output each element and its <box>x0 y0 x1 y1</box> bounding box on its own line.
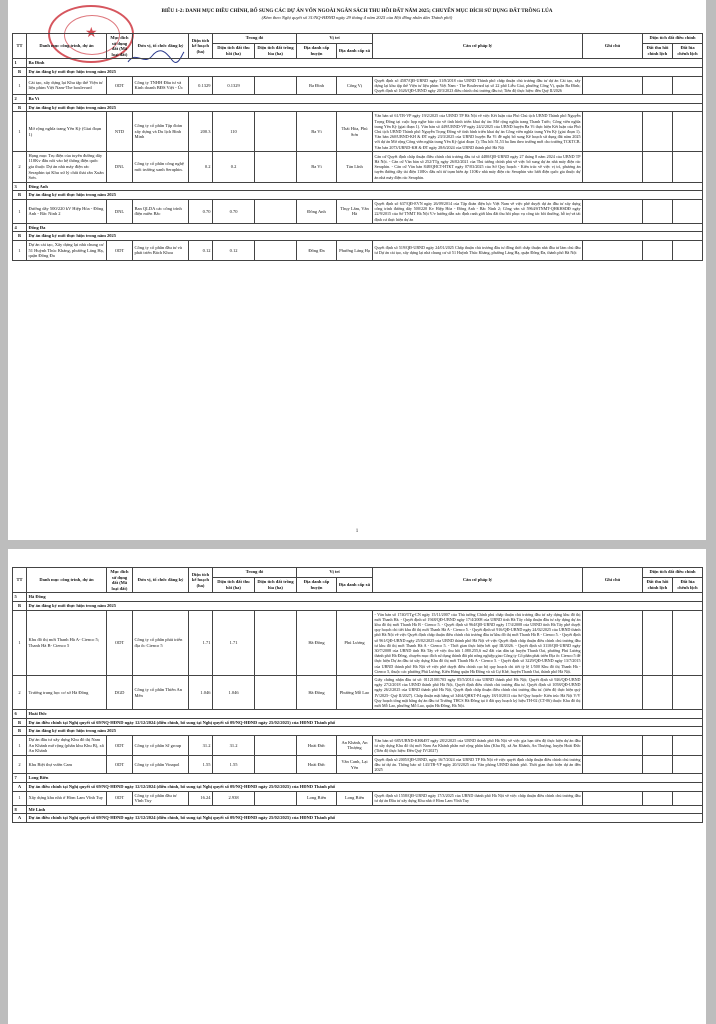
cell-tt: 2 <box>13 676 27 710</box>
cell-adj-rice <box>673 112 703 151</box>
table-row <box>13 199 703 223</box>
cell-name: Đường dây 500/220 kV Hiệp Hòa - Đông Anh - Bắc Ninh 2 <box>27 199 107 223</box>
cell-purpose: ODT <box>107 610 133 675</box>
cell-recovered: 1.046 <box>213 676 255 710</box>
col-adj-recovered: Đất thu hồi chỉnh lệch <box>643 43 673 59</box>
cell-name: Xây dựng khu nhà ở Hòm Lam Vĩnh Tuy <box>27 791 107 805</box>
cell-tt: 2 <box>13 95 27 104</box>
cell-org: Công ty cổ phần Vinapol <box>133 755 189 774</box>
cell-org: Công ty cổ phần phát triển địa ốc Cienco 5 <box>133 610 189 675</box>
cell-adj-recovered <box>643 112 673 151</box>
table-row <box>13 755 703 774</box>
col-name: Danh mục công trình, dự án <box>27 34 107 59</box>
cell-tt: 8 <box>13 805 27 814</box>
cell-district: Ba Vì <box>297 151 337 182</box>
cell-label: Hà Đông <box>27 593 703 602</box>
col-adj-recovered: Đất thu hồi chỉnh lệch <box>643 577 673 593</box>
cell-name: Cải tạo, xây dựng lại Khu tập thể Viện tư liệu phim Việt Nam-The boulevard <box>27 76 107 95</box>
cell-label: Long Biên <box>27 774 703 783</box>
stamp-star-icon: ★ <box>85 26 98 41</box>
cell-rice <box>255 240 297 260</box>
cell-note <box>583 755 643 774</box>
col-name: Danh mục công trình, dự án <box>27 568 107 593</box>
cell-adj-recovered <box>643 76 673 95</box>
cell-label: Dự án điều chỉnh tại Nghị quyết số 69/NQ-HĐND ngày 12/12/2024 (điều chỉnh, bổ sung tại Nghị quyết số 09/NQ-HĐND ngày 25/02/2025) của HĐND Thành phố <box>27 782 703 791</box>
cell-area: 0.12 <box>189 240 213 260</box>
cell-purpose: ODT <box>107 240 133 260</box>
cell-rice <box>255 199 297 223</box>
cell-area: 200.3 <box>189 112 213 151</box>
cell-area: 0.2 <box>189 151 213 182</box>
district-row <box>13 182 703 191</box>
group-row <box>13 782 703 791</box>
cell-tt: B <box>13 718 27 727</box>
col-tt: TT <box>13 34 27 59</box>
cell-label: Đống Đa <box>27 223 703 232</box>
cell-note <box>583 610 643 675</box>
col-org: Đơn vị, tổ chức đăng ký <box>133 568 189 593</box>
district-row <box>13 223 703 232</box>
cell-label: Đông Anh <box>27 182 703 191</box>
col-district: Địa danh cấp huyện <box>297 43 337 59</box>
cell-adj-recovered <box>643 610 673 675</box>
cell-tt: B <box>13 103 27 112</box>
col-commune: Địa danh cấp xã <box>337 43 373 59</box>
table-row <box>13 240 703 260</box>
col-rice: Diện tích đất trồng lúa (ha) <box>255 577 297 593</box>
cell-legal: Căn cứ Quyết định chấp thuận điều chỉnh chủ trương đầu tư số 4480/QĐ-UBND ngày 27 tháng 8 năm 2024 của UBND TP Hà Nội. - Căn cứ Văn bản số 252/TTg ngày 26/02/2021 của Thủ tướng chính phủ về việc bổ sung dự án nhà máy điện rác Seraphin. - Căn cứ Văn bản 848/QHCT-HTKT ngày 07/03/2025 của Sở Quy hoạch - Kiến trúc về việc vị trí, phương án tuyến đường dây tải điện 110Kv đấu nối từ trạm biến áp 110Kv nhà máy điện rác Seraphin vào lưới điện quốc gia thuộc dự án nhà máy điện rác Seraphin. <box>373 151 583 182</box>
cell-adj-recovered <box>643 676 673 710</box>
cell-name: Trường trung học cơ sở Hà Đông <box>27 676 107 710</box>
cell-tt: 1 <box>13 736 27 756</box>
cell-tt: B <box>13 601 27 610</box>
cell-district: Hà Đông <box>297 610 337 675</box>
col-note: Ghi chú <box>583 568 643 593</box>
cell-tt: 1 <box>13 59 27 68</box>
cell-rice <box>255 676 297 710</box>
cell-adj-recovered <box>643 755 673 774</box>
document-title: BIỂU 1-2: DANH MỤC ĐIỀU CHỈNH, BỔ SUNG CÁC DỰ ÁN VỐN NGOÀI NGÂN SÁCH THU HỒI ĐẤT NĂM 2025; CHUYỂN MỤC ĐÍCH SỬ DỤNG ĐẤT TRỒNG LÚA <box>161 8 553 14</box>
cell-commune: Tản Lĩnh <box>337 151 373 182</box>
project-table-page-1 <box>12 33 703 261</box>
cell-recovered: 31.2 <box>213 736 255 756</box>
cell-area: 0.1329 <box>189 76 213 95</box>
table-body-page-2 <box>13 593 703 823</box>
cell-tt: B <box>13 232 27 241</box>
cell-tt: 7 <box>13 774 27 783</box>
table-row <box>13 112 703 151</box>
col-location: Vị trí <box>297 568 373 578</box>
cell-org: Công ty cổ phần đầu tư Vĩnh Tuy <box>133 791 189 805</box>
cell-label: Dự án đăng ký mới thực hiện trong năm 2025 <box>27 191 703 200</box>
cell-label: Dự án đăng ký mới thực hiện trong năm 2025 <box>27 103 703 112</box>
table-row <box>13 791 703 805</box>
cell-recovered: 0.2 <box>213 151 255 182</box>
cell-district: Ba Vì <box>297 112 337 151</box>
cell-note <box>583 112 643 151</box>
cell-name: Dự án cải tạo, Xây dựng lại nhà chung cư 51 Huỳnh Thúc Kháng, phường Láng Hạ, quận Đống Đa <box>27 240 107 260</box>
cell-purpose: ODT <box>107 736 133 756</box>
cell-legal: Văn bản số 61/TB-VP ngày 19/2/2025 của UBND TP Hà Nội về việc Kết luận của Phó Chủ tịch UBND Thành phố Nguyễn Trọng Đông tại cuộc họp nghe báo cáo về tình hình triển khai dự án: Mở rộng nghĩa trang Thanh Tước; Công viên nghĩa trang Yên Kỳ (giai đoạn 1). Văn bản số 449/UBND-VP ngày 24/2/2025 của UBND huyện Ba Vì thực hiện Kết luận của Phó Chủ tịch UBND Thành phố Nguyễn Trọng Đông về tình hình triển khai dự án Công viên nghĩa trang Yên Kỳ (giai đoạn 1). Văn bản 260/UBND-KH & ĐT ngày 23/3/2025 của UBND huyện Ba Vì đề nghị bổ sung Kế hoạch sử dụng đất năm 2025 với dự án Mở rộng Công viên nghĩa trang Yên Kỳ (giai đoạn 1); Thu hồi 51,53 ha làm theo trường mới cho trường TCKTCB. Văn bản 2073/UBND-KH & ĐT ngày 28/6/2024 của UBND thành phố Hà Nội <box>374 113 581 150</box>
cell-legal: Quyết định số 4587/QĐ-UBND ngày 31/8/2018 của UBND Thành phố chấp thuận chủ trương đầu tư dự án Cải tạo, xây dựng lại khu tập thể Viện tư liệu phim Việt Nam - The Boulevard tại số 22 phố Liễu Giai, phường Cống Vị, quận Ba Đình; Quyết định số 1626/QĐ-UBND ngày 20/3/2023 điều chỉnh chủ trương đầu tư; Tiến độ thực hiện: đến Quý II/2026 <box>374 77 581 93</box>
table-row <box>13 151 703 182</box>
cell-tt: 4 <box>13 223 27 232</box>
cell-adj-recovered <box>643 240 673 260</box>
cell-rice <box>255 791 297 805</box>
document-page-1 <box>8 0 706 540</box>
group-row <box>13 814 703 823</box>
cell-label: Dự án đăng ký mới thực hiện trong năm 2025 <box>27 232 703 241</box>
col-purpose: Mục đích sử dụng đất (Mã loại đất) <box>107 34 133 59</box>
col-plan-area: Diện tích kế hoạch (ha) <box>189 34 213 59</box>
cell-tt: 3 <box>13 182 27 191</box>
cell-tt: 1 <box>13 240 27 260</box>
cell-purpose: ODT <box>107 755 133 774</box>
cell-legal: Quyết định số 519/QĐ-UBND ngày 24/01/2025 Chấp thuận chủ trương đầu tư đồng thời chấp thuận nhà đầu tư làm chủ đầu tư Dự án cải tạo, xây dựng lại nhà chung cư số 51 Huỳnh Thúc Kháng, phường Láng Hạ, quận Đống Đa, thành phố Hà Nội <box>373 240 583 260</box>
cell-adj-rice <box>673 791 703 805</box>
cell-name: Mở rộng nghĩa trang Yên Kỳ (Giai đoạn 1) <box>27 112 107 151</box>
table-row <box>13 736 703 756</box>
district-row <box>13 805 703 814</box>
document-page-2 <box>8 549 706 1024</box>
cell-recovered: 110 <box>213 112 255 151</box>
cell-adj-recovered <box>643 736 673 756</box>
table-row <box>13 610 703 675</box>
page-number: 1 <box>355 529 359 534</box>
cell-legal: - Văn bản số 1740/TTg-CN ngày 15/11/2007 của Thủ tướng Chính phủ chấp thuận chủ trương đầu tư xây dựng khu đô thị mới Thanh Hà. - Quyết định số 1948/QĐ-UBND ngày 17/4/2008 của UBND tỉnh Hà Tây chấp thuận đầu tư xây dựng dự án khu đô thị mới Thanh Hà B - Cienco 5. - Quyết định số 964/QĐ-UBND ngày 17/4/2008 của UBND tỉnh Hà Tây phê duyệt quy hoạch chi tiết khu đô thị mới Thanh Hà A - Cienco 5. - Quyết định số 916/QĐ-UBND ngày 24/02/2025 của UBND thành phố Hà Nội về việc Quyết định chấp thuận điều chỉnh chủ trương đầu tư khu đô thị mới Thanh Hà B - Cienco 5. - Quyết định số 961/QĐ-UBND ngày 25/02/2025 của UBND thành phố Hà Nội về việc Quyết định chấp thuận điều chỉnh chủ trương đầu tư khu đô thị mới Thanh Hà A - Cienco 5. - Thời gian thực hiện hết quý III/2026. - Quyết định số 3110/QĐ-UBND ngày 30/7/2008 của UBND tỉnh Hà Tây về việc thu hồi 1.080.255,6 m2 đất của dân tại huyện Thanh Oai, phường Phú Lương thành phố Hà Đông, chuyển mục đích sử dụng thành đất phi nông nghiệp giao Công ty Cổ phần phát triển Địa ốc Cienco 5 để thực hiện Dự án đầu tư xây dựng Khu đô thị mới Thanh Hà A - Cienco 5. - Quyết định số 3229/QĐ-UBND ngày 13/7/2015 của UBND thành phố Hà Nội về việc phê duyệt điều chỉnh cục bộ quy hoạch chi tiết tỷ lệ 1/500 Khu đô thị Thanh Hà - Cienco 5, thuộc các phường Phú Lương, Kiến Hưng quận Hà Đông và xã Cự Khê, huyện Thanh Oai, thành phố Hà Nội. <box>374 611 581 674</box>
cell-recovered: 0.1329 <box>213 76 255 95</box>
cell-commune: Phú Lương <box>337 610 373 675</box>
cell-area: 1.55 <box>189 755 213 774</box>
cell-area: 0.70 <box>189 199 213 223</box>
cell-district: Đống Đa <box>297 240 337 260</box>
cell-rice <box>255 76 297 95</box>
cell-adj-rice <box>673 240 703 260</box>
district-row <box>13 593 703 602</box>
cell-label: Ba Đình <box>27 59 703 68</box>
group-row <box>13 67 703 76</box>
cell-purpose: NTD <box>107 112 133 151</box>
cell-adj-recovered <box>643 791 673 805</box>
cell-commune: Vân Canh, Lại Yên <box>337 755 373 774</box>
col-commune: Địa danh cấp xã <box>337 577 373 593</box>
table-row <box>13 76 703 95</box>
group-row <box>13 232 703 241</box>
cell-recovered: 1.71 <box>213 610 255 675</box>
cell-tt: 2 <box>13 755 27 774</box>
cell-adj-rice <box>673 151 703 182</box>
cell-commune: Phường Mỗ Lao <box>337 676 373 710</box>
col-purpose: Mục đích sử dụng đất (Mã loại đất) <box>107 568 133 593</box>
cell-recovered: 1.55 <box>213 755 255 774</box>
cell-name: Khu đô thị mới Thanh Hà A- Cienco 5; Thanh Hà B- Cienco 5 <box>27 610 107 675</box>
group-row <box>13 727 703 736</box>
cell-name: Khu Biệt thự vườn Cam <box>27 755 107 774</box>
district-row <box>13 710 703 719</box>
cell-tt: 1 <box>13 76 27 95</box>
district-row <box>13 774 703 783</box>
cell-tt: A <box>13 814 27 823</box>
cell-label: Dự án đăng ký mới thực hiện trong năm 2025 <box>27 601 703 610</box>
col-adj-rice: Đất lúa chênh lệch <box>673 43 703 59</box>
cell-tt: B <box>13 727 27 736</box>
table-row <box>13 676 703 710</box>
cell-org: Công ty TNHH Đầu tư và Kinh doanh BĐS Việt - Úc <box>133 76 189 95</box>
project-table-page-2 <box>12 567 703 823</box>
cell-label: Ba Vì <box>27 95 703 104</box>
cell-area: 1.71 <box>189 610 213 675</box>
cell-label: Hoài Đức <box>27 710 703 719</box>
col-plan-area: Diện tích kế hoạch (ha) <box>189 568 213 593</box>
cell-legal: Quyết định số 1558/QĐ-UBND ngày 17/3/2025 của UBND thành phố Hà Nội về việc chấp thuận điều chỉnh chủ trương đầu tư dự án Đầu tư xây dựng Khu nhà ở Hòm Lam Vĩnh Tuy <box>373 791 583 805</box>
cell-purpose: DNL <box>107 151 133 182</box>
cell-rice <box>255 755 297 774</box>
cell-org: Công ty cổ phần SJ group <box>133 736 189 756</box>
cell-tt: 6 <box>13 710 27 719</box>
col-recovered: Diện tích đất thu hồi (ha) <box>213 577 255 593</box>
cell-area: 31.2 <box>189 736 213 756</box>
cell-legal: Quyết định số 637/QĐ-EVN ngày 26/09/2014 của Tập đoàn điện lực Việt Nam về việc phê duyệt dự án đầu tư xây dựng công trình đường dây 500/220 Kv Hiệp Hòa - Đông Anh - Bắc Ninh 2; Công văn số 5964/STNMT-QHKHSDĐ ngày 22/9/2015 của Sở TNMT Hà Nội V/v hướng dẫn xác định ranh giới khu đất thu hồi phục vụ công tác bồi thường, hỗ trợ và tái định cư thực hiện dự án <box>374 200 581 222</box>
document-subtitle: (Kèm theo Nghị quyết số 31/NQ-HĐND ngày 29 tháng 4 năm 2025 của Hội đồng nhân dân Thành phố) <box>261 15 453 20</box>
cell-label: Dự án đăng ký mới thực hiện trong năm 2025 <box>27 67 703 76</box>
cell-legal: Giấy chứng nhận đầu tư số: 01121001703 ngày 05/5/2014 của UBND thành phố Hà Nội; Quyết định số 926/QĐ-UBND ngày 27/2/2018 của UBND thành phố Hà Nội, Quyết định điều chỉnh chủ trương đầu tư. Quyết định số 1058/QĐ-UBND ngày 26/2/2025 của UBND thành phố Hà Nội, Quyết định chấp thuận điều chỉnh chủ trương đầu tư. (tiến độ thực hiện quý IV/2025- Quý II/2027). Chấp thuận mặt bằng số 3464/QHKT-P4 ngày 18/10/2013 của Sở Quy hoạch- Kiến trúc Hà Nội V/V Quy hoạch tổng mặt bằng dự án đầu tư Trường THCS Hà Đông tại ô đất quy hoạch ký hiệu TH-02 (CT-06) thuộc Khu đô thị mới Mỗ Lao, phường Mỗ Lao, quận Hà Đông, Hà Nội. <box>374 677 581 709</box>
cell-adj-recovered <box>643 151 673 182</box>
district-row <box>13 95 703 104</box>
cell-adj-rice <box>673 736 703 756</box>
cell-legal: Văn bản số 685/UBND-KH&ĐT ngày 28/2/2025 của UBND thành phố Hà Nội về việc gia hạn tiến độ thực hiện dự án đầu tư xây dựng Khu đô thị mới Nam An Khánh phần mở rộng phân khu (Khu B), xã An Khánh, An Thượng, huyện Hoài Đức (Tiến độ thực hiện: Đến Quý IV/2027) <box>373 736 583 756</box>
cell-note <box>583 240 643 260</box>
table-body-page-1 <box>13 59 703 260</box>
col-rice: Diện tích đất trồng lúa (ha) <box>255 43 297 59</box>
cell-label: Dự án đăng ký mới thực hiện trong năm 2025 <box>27 727 703 736</box>
col-adj-rice: Đất lúa chênh lệch <box>673 577 703 593</box>
cell-org: Ban QLDA các công trình điện miền Bắc <box>133 199 189 223</box>
cell-district: Đông Anh <box>297 199 337 223</box>
cell-rice <box>255 736 297 756</box>
cell-tt: 1 <box>13 199 27 223</box>
cell-rice <box>255 112 297 151</box>
cell-label: Dự án điều chỉnh tại Nghị quyết số 69/NQ-HĐND ngày 12/12/2024 (điều chỉnh, bổ sung tại Nghị quyết số 09/NQ-HĐND ngày 25/02/2025) của HĐND Thành phố <box>27 814 703 823</box>
cell-note <box>583 199 643 223</box>
cell-note <box>583 151 643 182</box>
col-legal: Căn cứ pháp lý <box>373 568 583 593</box>
col-district: Địa danh cấp huyện <box>297 577 337 593</box>
cell-adj-recovered <box>643 199 673 223</box>
cell-tt: 1 <box>13 791 27 805</box>
col-legal: Căn cứ pháp lý <box>373 34 583 59</box>
cell-org: Công ty cổ phần đầu tư và phát triển Bách Khoa <box>133 240 189 260</box>
cell-adj-rice <box>673 199 703 223</box>
cell-recovered: 0.12 <box>213 240 255 260</box>
group-row <box>13 191 703 200</box>
cell-district: Long Biên <box>297 791 337 805</box>
cell-legal: Quyết định số 2005/QĐ-UBND, ngày 16/7/2024 của UBND TP Hà Nội về việc quyết định chấp thuận điều chỉnh chủ trương đầu tư dự án. Thông báo số 143/TB-VP ngày 20/3/2025 của Văn phòng UBND thành phố. Thời gian thực hiện dự án đến 2025 <box>374 756 581 773</box>
col-in-which: Trong đó <box>213 568 297 578</box>
cell-commune: Long Biên <box>337 791 373 805</box>
cell-district: Hà Đông <box>297 676 337 710</box>
district-row <box>13 59 703 68</box>
cell-adj-rice <box>673 610 703 675</box>
col-adjusted: Diện tích đất điều chỉnh <box>643 568 703 578</box>
cell-tt: 2 <box>13 151 27 182</box>
cell-recovered: 0.70 <box>213 199 255 223</box>
cell-adj-rice <box>673 755 703 774</box>
group-row <box>13 103 703 112</box>
cell-tt: A <box>13 782 27 791</box>
cell-note <box>583 676 643 710</box>
cell-org: Công ty cổ phần Thiên An Mến <box>133 676 189 710</box>
cell-tt: B <box>13 191 27 200</box>
cell-note <box>583 791 643 805</box>
group-row <box>13 718 703 727</box>
cell-commune: Phường Láng Hạ <box>337 240 373 260</box>
cell-note <box>583 76 643 95</box>
col-in-which: Trong đó <box>213 34 297 44</box>
cell-org: Công ty cổ phần công nghệ môi trường xanh Seraphin. <box>133 151 189 182</box>
cell-tt: 5 <box>13 593 27 602</box>
cell-area: 1.046 <box>189 676 213 710</box>
cell-adj-rice <box>673 676 703 710</box>
cell-purpose: DNL <box>107 199 133 223</box>
cell-label: Dự án điều chỉnh tại Nghị quyết số 69/NQ-HĐND ngày 12/12/2024 (điều chỉnh, bổ sung tại Nghị quyết số 09/NQ-HĐND ngày 25/02/2025) của HĐND Thành phố <box>27 718 703 727</box>
cell-purpose: ODT <box>107 76 133 95</box>
cell-adj-rice <box>673 76 703 95</box>
cell-commune: Thái Hòa, Phú Sơn <box>337 112 373 151</box>
cell-tt: 1 <box>13 610 27 675</box>
cell-tt: 1 <box>13 112 27 151</box>
cell-note <box>583 736 643 756</box>
cell-district: Hoài Đức <box>297 755 337 774</box>
cell-commune: Cống Vị <box>337 76 373 95</box>
col-org: Đơn vị, tổ chức đăng ký <box>133 34 189 59</box>
cell-purpose: ODT <box>107 791 133 805</box>
cell-commune: An Khánh, An Thượng <box>337 736 373 756</box>
cell-tt: B <box>13 67 27 76</box>
col-adjusted: Diện tích đất điều chỉnh <box>643 34 703 44</box>
col-location: Vị trí <box>297 34 373 44</box>
col-tt: TT <box>13 568 27 593</box>
cell-recovered: 2.938 <box>213 791 255 805</box>
cell-org: Công ty cổ phần Tập đoàn xây dựng và Du lịch Bình Minh <box>133 112 189 151</box>
col-note: Ghi chú <box>583 34 643 59</box>
cell-commune: Thụy Lâm, Vân Hà <box>337 199 373 223</box>
cell-area: 16.24 <box>189 791 213 805</box>
cell-rice <box>255 151 297 182</box>
cell-name: Hạng mục Trụ điện của tuyến đường dây 110Kv đấu nối vào hệ thống điện quốc gia thuộc Dự án nhà máy điện rác Seraphin tại Khu xử lý chất thải rắn Xuân Sơn. <box>27 151 107 182</box>
cell-purpose: DGD <box>107 676 133 710</box>
group-row <box>13 601 703 610</box>
cell-name: Dự án đầu tư xây dựng Khu đô thị Nam An Khánh mở rộng (phân khu Khu B), xã An Khánh <box>27 736 107 756</box>
cell-rice <box>255 610 297 675</box>
cell-district: Hoài Đức <box>297 736 337 756</box>
col-recovered: Diện tích đất thu hồi (ha) <box>213 43 255 59</box>
cell-district: Ba Đình <box>297 76 337 95</box>
cell-label: Mê Linh <box>27 805 703 814</box>
